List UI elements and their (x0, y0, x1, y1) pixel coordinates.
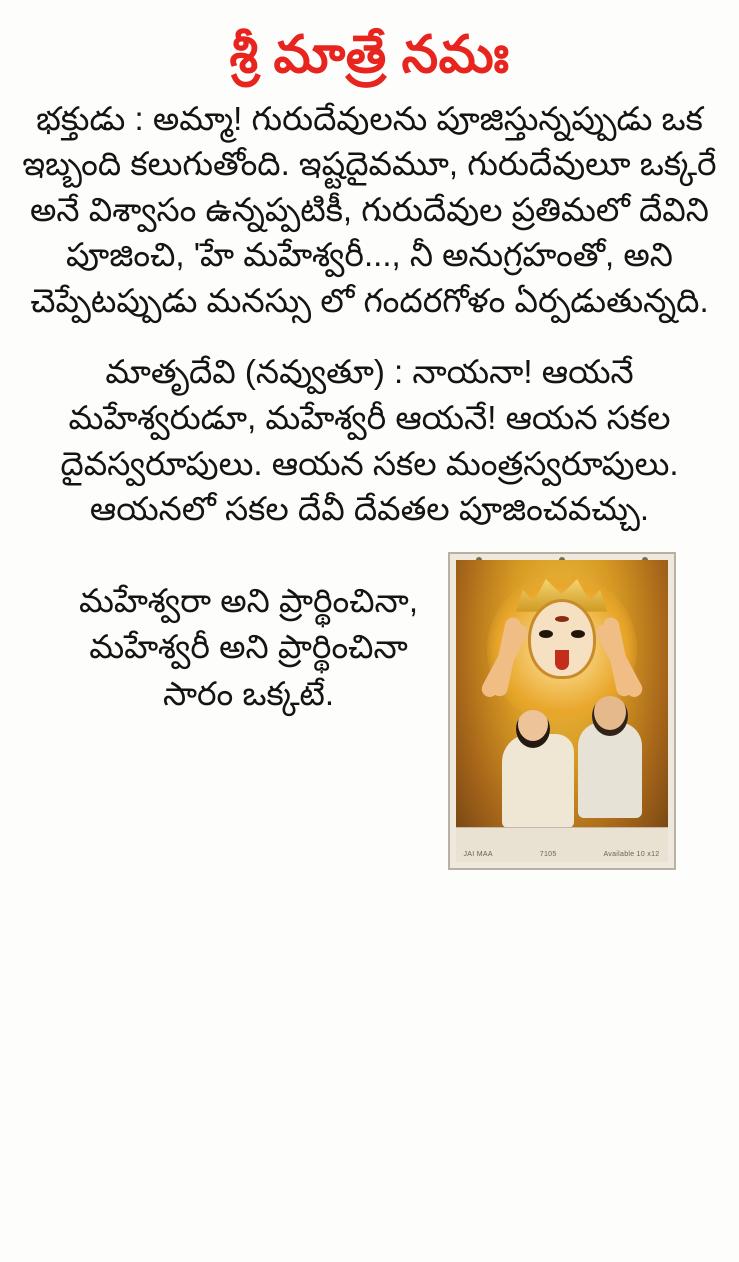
deity-eye-icon (571, 630, 585, 638)
paragraph-devotee-question: భక్తుడు : అమ్మా! గురుదేవులను పూజిస్తున్నప్పుడు ఒక ఇబ్బంది కలుగుతోంది. ఇష్టదైవమూ, గురుదేవులూ ఒక్కరే అనే విశ్వాసం ఉన్నప్పటికీ, గురుదేవుల ప్రతిమలో దేవిని పూజించి, 'హే మహేశ్వరీ..., నీ అనుగ్రహంతో, అని చెప్పేటప్పుడు మనస్సు లో గందరగోళం ఏర్పడుతున్నది. (22, 99, 717, 319)
female-devotee-head (516, 710, 550, 748)
female-devotee-figure (502, 734, 574, 828)
third-eye-icon (555, 616, 569, 622)
paragraph-mother-answer: మాతృదేవి (నవ్వుతూ) : నాయనా! ఆయనే మహేశ్వరుడూ, మహేశ్వరీ ఆయనే! ఆయన సకల దైవస్వరూపులు. ఆయన సకల మంత్రస్వరూపులు. ఆయనలో సకల దేవీ దేవతల పూజించవచ్చు. (60, 353, 679, 528)
photo-image (456, 560, 668, 862)
photo-caption-right: Available 10 x12 (603, 850, 660, 858)
photo-caption-center: 7105 (539, 850, 557, 858)
page-title: శ్రీ మాత్రే నమః (229, 26, 510, 84)
deity-eye-icon (539, 630, 553, 638)
male-devotee-head (592, 696, 628, 736)
devotional-photograph (448, 552, 676, 870)
deity-tongue-icon (555, 650, 569, 670)
closing-section (16, 552, 723, 870)
photo-caption-row (456, 851, 668, 858)
closing-text: మహేశ్వరా అని ప్రార్థించినా, మహేశ్వరీ అని ప్రార్థించినా సారం ఒక్కటే. (78, 581, 419, 713)
male-devotee-figure (578, 722, 642, 818)
photo-caption-left: JAI MAA (463, 850, 493, 858)
deity-face-icon (531, 602, 593, 676)
